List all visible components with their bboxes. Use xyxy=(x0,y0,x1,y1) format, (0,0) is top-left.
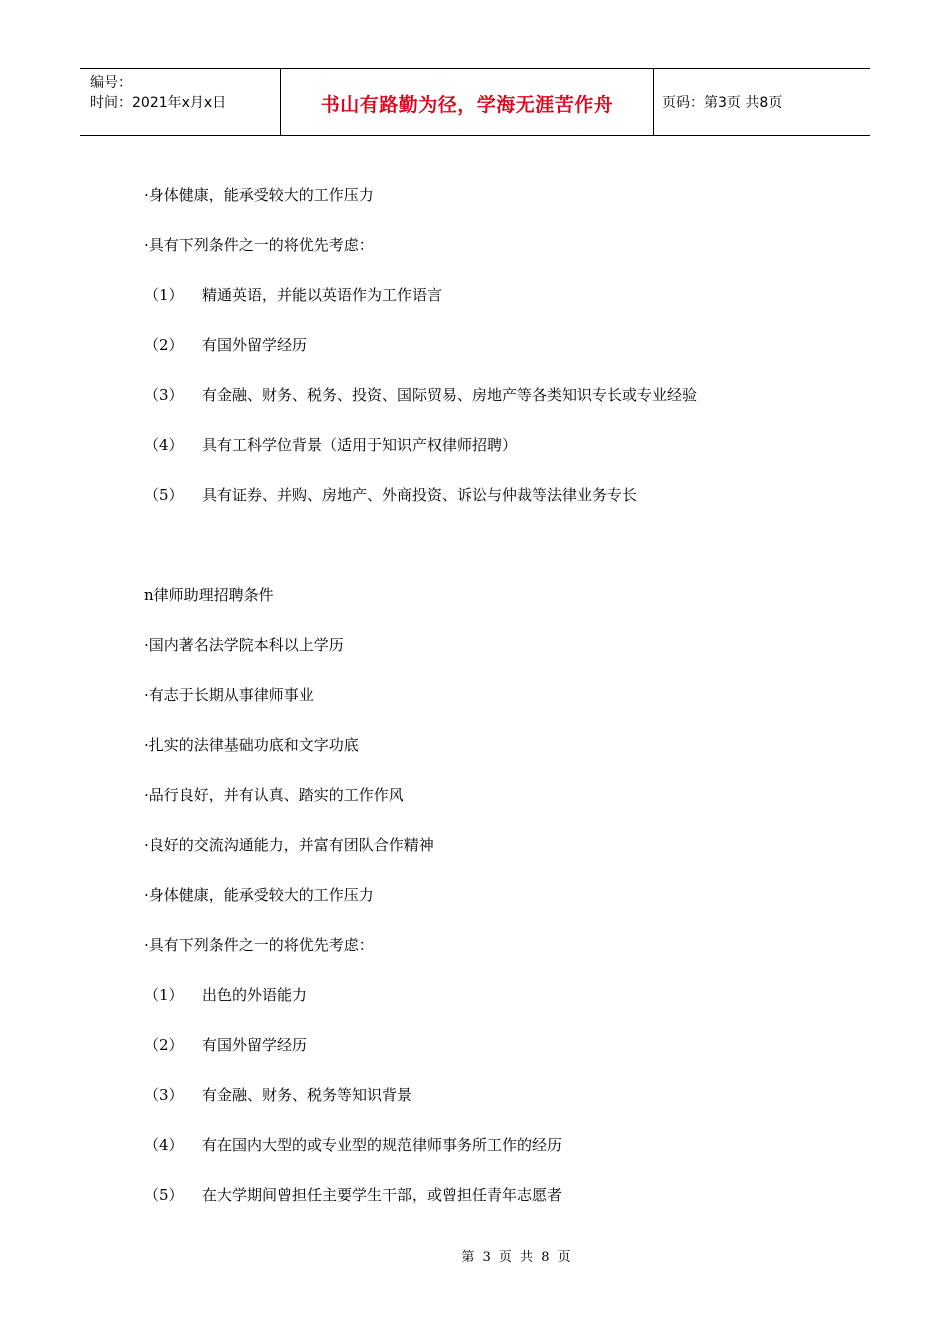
item-number: （2） xyxy=(144,336,184,354)
line-text: ·有志于长期从事律师事业 xyxy=(144,686,314,704)
header-meta xyxy=(80,69,281,135)
line-text: ·具有下列条件之一的将优先考虑： xyxy=(144,236,374,254)
body-line xyxy=(144,634,844,684)
line-text: ·身体健康，能承受较大的工作压力 xyxy=(144,186,374,204)
page-header xyxy=(80,68,870,136)
item-number: （1） xyxy=(144,986,184,1004)
body-line xyxy=(144,934,844,984)
body-line xyxy=(144,1184,844,1234)
line-text: ·国内著名法学院本科以上学历 xyxy=(144,636,344,654)
item-number: （4） xyxy=(144,436,184,454)
body-line xyxy=(144,384,844,434)
body-line xyxy=(144,434,844,484)
body-line xyxy=(144,1134,844,1184)
document-body xyxy=(144,184,844,1234)
line-text: ·具有下列条件之一的将优先考虑： xyxy=(144,936,374,954)
body-line xyxy=(144,1084,844,1134)
line-text: 有国外留学经历 xyxy=(202,1036,308,1054)
item-number: （5） xyxy=(144,1186,184,1204)
document-number-label: 编号： xyxy=(90,75,132,91)
line-text: 精通英语，并能以英语作为工作语言 xyxy=(202,286,443,304)
item-number: （2） xyxy=(144,1036,184,1054)
item-number: （4） xyxy=(144,1136,184,1154)
body-line xyxy=(144,484,844,534)
header-page-info: 页码：第3页 共8页 xyxy=(662,95,783,111)
body-line xyxy=(144,734,844,784)
line-text: 在大学期间曾担任主要学生干部，或曾担任青年志愿者 xyxy=(202,1186,563,1204)
item-number: （5） xyxy=(144,486,184,504)
line-text: 有在国内大型的或专业型的规范律师事务所工作的经历 xyxy=(202,1136,563,1154)
item-number: （3） xyxy=(144,386,184,404)
body-line xyxy=(144,534,844,584)
line-text: 具有证券、并购、房地产、外商投资、诉讼与仲裁等法律业务专长 xyxy=(202,486,638,504)
header-motto: 书山有路勤为径，学海无涯苦作舟 xyxy=(320,93,614,116)
line-text: ·品行良好，并有认真、踏实的工作作风 xyxy=(144,786,404,804)
line-text: ·身体健康，能承受较大的工作压力 xyxy=(144,886,374,904)
body-line xyxy=(144,334,844,384)
document-time-label: 时间：2021年x月x日 xyxy=(90,95,227,111)
line-text: ·扎实的法律基础功底和文字功底 xyxy=(144,736,359,754)
body-line xyxy=(144,284,844,334)
line-text: 出色的外语能力 xyxy=(202,986,308,1004)
page-footer: 第 3 页 共 8 页 xyxy=(461,1250,573,1265)
line-text: 具有工科学位背景（适用于知识产权律师招聘） xyxy=(202,436,518,454)
line-text: n律师助理招聘条件 xyxy=(144,586,274,604)
line-text: ·良好的交流沟通能力，并富有团队合作精神 xyxy=(144,836,434,854)
body-line xyxy=(144,684,844,734)
item-number: （3） xyxy=(144,1086,184,1104)
header-motto-cell xyxy=(281,69,654,135)
body-line xyxy=(144,784,844,834)
body-line xyxy=(144,1034,844,1084)
body-line xyxy=(144,984,844,1034)
body-line xyxy=(144,884,844,934)
body-line xyxy=(144,834,844,884)
body-line xyxy=(144,584,844,634)
body-line xyxy=(144,234,844,284)
line-text: 有国外留学经历 xyxy=(202,336,308,354)
line-text: 有金融、财务、税务、投资、国际贸易、房地产等各类知识专长或专业经验 xyxy=(202,386,698,404)
item-number: （1） xyxy=(144,286,184,304)
line-text: 有金融、财务、税务等知识背景 xyxy=(202,1086,413,1104)
body-line xyxy=(144,184,844,234)
